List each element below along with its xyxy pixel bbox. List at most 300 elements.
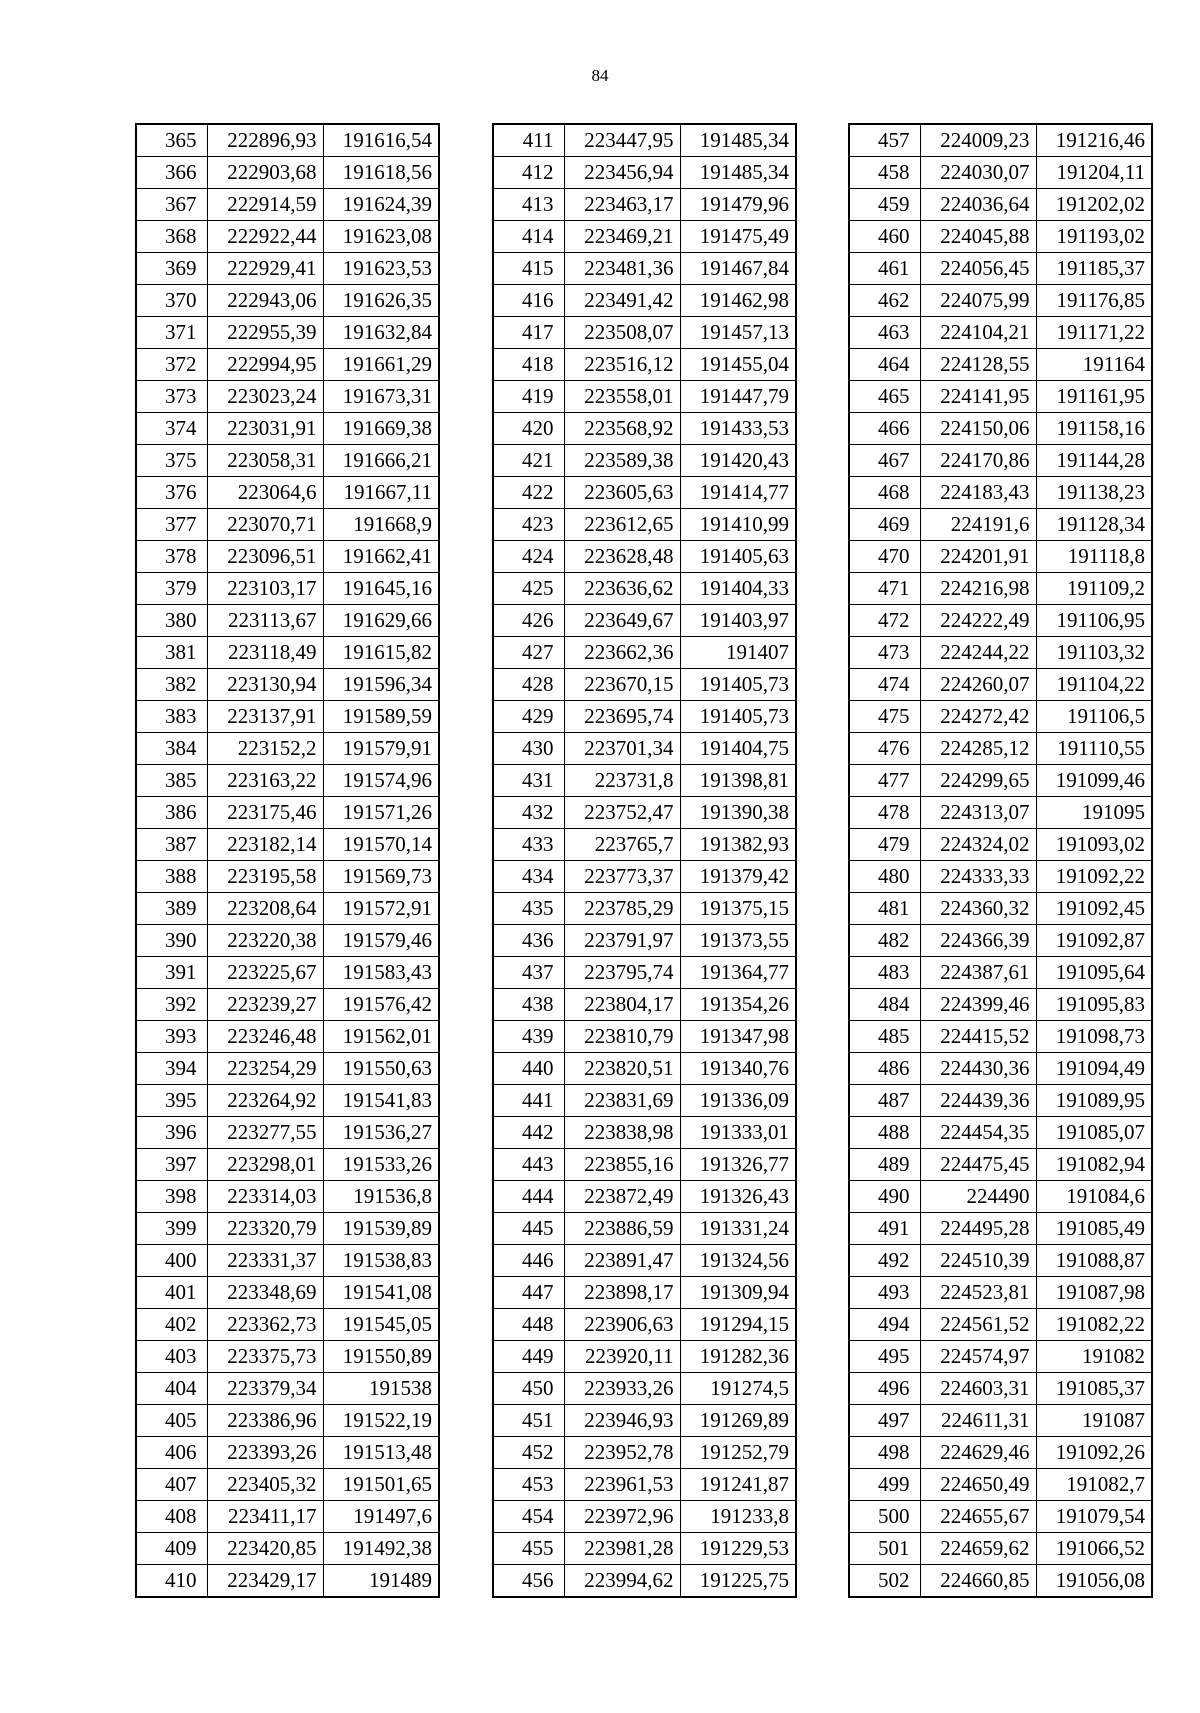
point-number-cell: 434 bbox=[493, 861, 564, 893]
x-coordinate-cell: 223463,17 bbox=[564, 189, 680, 221]
y-coordinate-cell: 191161,95 bbox=[1036, 381, 1152, 413]
table-row bbox=[136, 317, 439, 349]
table-row bbox=[136, 1277, 439, 1309]
point-number-cell: 481 bbox=[849, 893, 920, 925]
table-row bbox=[493, 381, 796, 413]
table-row bbox=[493, 989, 796, 1021]
y-coordinate-cell: 191204,11 bbox=[1036, 157, 1152, 189]
x-coordinate-cell: 224430,36 bbox=[920, 1053, 1036, 1085]
point-number-cell: 384 bbox=[136, 733, 207, 765]
point-number-cell: 501 bbox=[849, 1533, 920, 1565]
x-coordinate-cell: 222903,68 bbox=[207, 157, 323, 189]
y-coordinate-cell: 191098,73 bbox=[1036, 1021, 1152, 1053]
point-number-cell: 453 bbox=[493, 1469, 564, 1501]
table-row bbox=[849, 1245, 1152, 1277]
x-coordinate-cell: 223785,29 bbox=[564, 893, 680, 925]
x-coordinate-cell: 224299,65 bbox=[920, 765, 1036, 797]
point-number-cell: 417 bbox=[493, 317, 564, 349]
y-coordinate-cell: 191106,5 bbox=[1036, 701, 1152, 733]
coordinate-table-1 bbox=[135, 123, 440, 1598]
x-coordinate-cell: 223831,69 bbox=[564, 1085, 680, 1117]
point-number-cell: 497 bbox=[849, 1405, 920, 1437]
point-number-cell: 473 bbox=[849, 637, 920, 669]
table-row bbox=[493, 733, 796, 765]
point-number-cell: 376 bbox=[136, 477, 207, 509]
table-row bbox=[849, 221, 1152, 253]
table-row bbox=[136, 541, 439, 573]
x-coordinate-cell: 223765,7 bbox=[564, 829, 680, 861]
x-coordinate-cell: 224285,12 bbox=[920, 733, 1036, 765]
x-coordinate-cell: 223175,46 bbox=[207, 797, 323, 829]
point-number-cell: 443 bbox=[493, 1149, 564, 1181]
x-coordinate-cell: 223246,48 bbox=[207, 1021, 323, 1053]
x-coordinate-cell: 224387,61 bbox=[920, 957, 1036, 989]
table-row bbox=[136, 1533, 439, 1565]
table-row bbox=[136, 765, 439, 797]
point-number-cell: 436 bbox=[493, 925, 564, 957]
point-number-cell: 420 bbox=[493, 413, 564, 445]
y-coordinate-cell: 191629,66 bbox=[323, 605, 439, 637]
table-row bbox=[136, 1437, 439, 1469]
y-coordinate-cell: 191596,34 bbox=[323, 669, 439, 701]
table-row bbox=[849, 1181, 1152, 1213]
table-row bbox=[493, 925, 796, 957]
table-row bbox=[849, 1373, 1152, 1405]
table-row bbox=[493, 1565, 796, 1598]
x-coordinate-cell: 224313,07 bbox=[920, 797, 1036, 829]
table-row bbox=[493, 1341, 796, 1373]
point-number-cell: 408 bbox=[136, 1501, 207, 1533]
x-coordinate-cell: 224216,98 bbox=[920, 573, 1036, 605]
x-coordinate-cell: 223420,85 bbox=[207, 1533, 323, 1565]
point-number-cell: 460 bbox=[849, 221, 920, 253]
point-number-cell: 489 bbox=[849, 1149, 920, 1181]
y-coordinate-cell: 191082,94 bbox=[1036, 1149, 1152, 1181]
point-number-cell: 464 bbox=[849, 349, 920, 381]
x-coordinate-cell: 223113,67 bbox=[207, 605, 323, 637]
x-coordinate-cell: 224150,06 bbox=[920, 413, 1036, 445]
point-number-cell: 391 bbox=[136, 957, 207, 989]
x-coordinate-cell: 223264,92 bbox=[207, 1085, 323, 1117]
table-row bbox=[849, 349, 1152, 381]
x-coordinate-cell: 223456,94 bbox=[564, 157, 680, 189]
table-row bbox=[136, 1149, 439, 1181]
table-row bbox=[136, 189, 439, 221]
table-row bbox=[493, 189, 796, 221]
x-coordinate-cell: 223568,92 bbox=[564, 413, 680, 445]
y-coordinate-cell: 191164 bbox=[1036, 349, 1152, 381]
table-row bbox=[493, 957, 796, 989]
y-coordinate-cell: 191158,16 bbox=[1036, 413, 1152, 445]
y-coordinate-cell: 191294,15 bbox=[680, 1309, 796, 1341]
y-coordinate-cell: 191398,81 bbox=[680, 765, 796, 797]
table-row bbox=[136, 285, 439, 317]
table-row bbox=[493, 1533, 796, 1565]
point-number-cell: 445 bbox=[493, 1213, 564, 1245]
x-coordinate-cell: 224366,39 bbox=[920, 925, 1036, 957]
y-coordinate-cell: 191615,82 bbox=[323, 637, 439, 669]
table-row bbox=[493, 1309, 796, 1341]
point-number-cell: 404 bbox=[136, 1373, 207, 1405]
y-coordinate-cell: 191550,63 bbox=[323, 1053, 439, 1085]
point-number-cell: 419 bbox=[493, 381, 564, 413]
y-coordinate-cell: 191340,76 bbox=[680, 1053, 796, 1085]
table-row bbox=[136, 1309, 439, 1341]
x-coordinate-cell: 224030,07 bbox=[920, 157, 1036, 189]
table-row bbox=[849, 1437, 1152, 1469]
table-row bbox=[849, 1053, 1152, 1085]
table-row bbox=[136, 1021, 439, 1053]
point-number-cell: 432 bbox=[493, 797, 564, 829]
x-coordinate-cell: 223695,74 bbox=[564, 701, 680, 733]
x-coordinate-cell: 224561,52 bbox=[920, 1309, 1036, 1341]
point-number-cell: 407 bbox=[136, 1469, 207, 1501]
y-coordinate-cell: 191085,07 bbox=[1036, 1117, 1152, 1149]
y-coordinate-cell: 191095,64 bbox=[1036, 957, 1152, 989]
point-number-cell: 469 bbox=[849, 509, 920, 541]
y-coordinate-cell: 191066,52 bbox=[1036, 1533, 1152, 1565]
table-row bbox=[136, 445, 439, 477]
y-coordinate-cell: 191087,98 bbox=[1036, 1277, 1152, 1309]
y-coordinate-cell: 191079,54 bbox=[1036, 1501, 1152, 1533]
table-row bbox=[136, 1565, 439, 1598]
y-coordinate-cell: 191176,85 bbox=[1036, 285, 1152, 317]
table-row bbox=[849, 157, 1152, 189]
table-row bbox=[136, 1501, 439, 1533]
y-coordinate-cell: 191404,75 bbox=[680, 733, 796, 765]
x-coordinate-cell: 223636,62 bbox=[564, 573, 680, 605]
point-number-cell: 399 bbox=[136, 1213, 207, 1245]
y-coordinate-cell: 191467,84 bbox=[680, 253, 796, 285]
x-coordinate-cell: 223961,53 bbox=[564, 1469, 680, 1501]
table-row bbox=[849, 1469, 1152, 1501]
y-coordinate-cell: 191407 bbox=[680, 637, 796, 669]
point-number-cell: 494 bbox=[849, 1309, 920, 1341]
point-number-cell: 498 bbox=[849, 1437, 920, 1469]
x-coordinate-cell: 223981,28 bbox=[564, 1533, 680, 1565]
x-coordinate-cell: 224603,31 bbox=[920, 1373, 1036, 1405]
table-row bbox=[493, 285, 796, 317]
table-row bbox=[849, 701, 1152, 733]
x-coordinate-cell: 224399,46 bbox=[920, 989, 1036, 1021]
table-row bbox=[136, 797, 439, 829]
x-coordinate-cell: 223972,96 bbox=[564, 1501, 680, 1533]
y-coordinate-cell: 191354,26 bbox=[680, 989, 796, 1021]
point-number-cell: 427 bbox=[493, 637, 564, 669]
table-row bbox=[493, 1373, 796, 1405]
x-coordinate-cell: 224495,28 bbox=[920, 1213, 1036, 1245]
point-number-cell: 414 bbox=[493, 221, 564, 253]
point-number-cell: 463 bbox=[849, 317, 920, 349]
point-number-cell: 425 bbox=[493, 573, 564, 605]
y-coordinate-cell: 191082,7 bbox=[1036, 1469, 1152, 1501]
table-row bbox=[849, 1117, 1152, 1149]
y-coordinate-cell: 191082 bbox=[1036, 1341, 1152, 1373]
y-coordinate-cell: 191618,56 bbox=[323, 157, 439, 189]
table-row bbox=[849, 1309, 1152, 1341]
x-coordinate-cell: 223891,47 bbox=[564, 1245, 680, 1277]
table-row bbox=[493, 413, 796, 445]
table-row bbox=[493, 317, 796, 349]
y-coordinate-cell: 191579,91 bbox=[323, 733, 439, 765]
point-number-cell: 454 bbox=[493, 1501, 564, 1533]
table-row bbox=[849, 573, 1152, 605]
table-row bbox=[849, 1565, 1152, 1598]
point-number-cell: 448 bbox=[493, 1309, 564, 1341]
table-row bbox=[136, 733, 439, 765]
point-number-cell: 412 bbox=[493, 157, 564, 189]
table-row bbox=[136, 925, 439, 957]
x-coordinate-cell: 223314,03 bbox=[207, 1181, 323, 1213]
x-coordinate-cell: 224244,22 bbox=[920, 637, 1036, 669]
point-number-cell: 422 bbox=[493, 477, 564, 509]
y-coordinate-cell: 191095,83 bbox=[1036, 989, 1152, 1021]
point-number-cell: 483 bbox=[849, 957, 920, 989]
x-coordinate-cell: 223810,79 bbox=[564, 1021, 680, 1053]
page-number: 84 bbox=[591, 66, 609, 85]
point-number-cell: 397 bbox=[136, 1149, 207, 1181]
x-coordinate-cell: 223481,36 bbox=[564, 253, 680, 285]
table-row bbox=[136, 349, 439, 381]
x-coordinate-cell: 223031,91 bbox=[207, 413, 323, 445]
y-coordinate-cell: 191104,22 bbox=[1036, 669, 1152, 701]
x-coordinate-cell: 223103,17 bbox=[207, 573, 323, 605]
point-number-cell: 468 bbox=[849, 477, 920, 509]
table-row bbox=[849, 1405, 1152, 1437]
point-number-cell: 444 bbox=[493, 1181, 564, 1213]
point-number-cell: 411 bbox=[493, 124, 564, 157]
table-row bbox=[849, 957, 1152, 989]
point-number-cell: 500 bbox=[849, 1501, 920, 1533]
point-number-cell: 415 bbox=[493, 253, 564, 285]
x-coordinate-cell: 223508,07 bbox=[564, 317, 680, 349]
y-coordinate-cell: 191632,84 bbox=[323, 317, 439, 349]
x-coordinate-cell: 223320,79 bbox=[207, 1213, 323, 1245]
x-coordinate-cell: 223096,51 bbox=[207, 541, 323, 573]
table-row bbox=[493, 1053, 796, 1085]
y-coordinate-cell: 191667,11 bbox=[323, 477, 439, 509]
point-number-cell: 458 bbox=[849, 157, 920, 189]
x-coordinate-cell: 223558,01 bbox=[564, 381, 680, 413]
y-coordinate-cell: 191455,04 bbox=[680, 349, 796, 381]
table-row bbox=[849, 1021, 1152, 1053]
table-row bbox=[493, 1405, 796, 1437]
x-coordinate-cell: 223795,74 bbox=[564, 957, 680, 989]
y-coordinate-cell: 191405,73 bbox=[680, 701, 796, 733]
x-coordinate-cell: 224170,86 bbox=[920, 445, 1036, 477]
y-coordinate-cell: 191331,24 bbox=[680, 1213, 796, 1245]
y-coordinate-cell: 191570,14 bbox=[323, 829, 439, 861]
y-coordinate-cell: 191336,09 bbox=[680, 1085, 796, 1117]
y-coordinate-cell: 191485,34 bbox=[680, 124, 796, 157]
point-number-cell: 456 bbox=[493, 1565, 564, 1598]
y-coordinate-cell: 191056,08 bbox=[1036, 1565, 1152, 1598]
y-coordinate-cell: 191089,95 bbox=[1036, 1085, 1152, 1117]
coordinate-table-3 bbox=[848, 123, 1153, 1598]
table-row bbox=[493, 1501, 796, 1533]
table-row bbox=[493, 221, 796, 253]
y-coordinate-cell: 191501,65 bbox=[323, 1469, 439, 1501]
y-coordinate-cell: 191144,28 bbox=[1036, 445, 1152, 477]
x-coordinate-cell: 223589,38 bbox=[564, 445, 680, 477]
x-coordinate-cell: 223701,34 bbox=[564, 733, 680, 765]
table-row bbox=[136, 989, 439, 1021]
table-row bbox=[849, 541, 1152, 573]
x-coordinate-cell: 223182,14 bbox=[207, 829, 323, 861]
point-number-cell: 378 bbox=[136, 541, 207, 573]
table-row bbox=[849, 893, 1152, 925]
x-coordinate-cell: 224141,95 bbox=[920, 381, 1036, 413]
table-row bbox=[849, 285, 1152, 317]
x-coordinate-cell: 223612,65 bbox=[564, 509, 680, 541]
point-number-cell: 379 bbox=[136, 573, 207, 605]
point-number-cell: 413 bbox=[493, 189, 564, 221]
y-coordinate-cell: 191088,87 bbox=[1036, 1245, 1152, 1277]
point-number-cell: 406 bbox=[136, 1437, 207, 1469]
table-row bbox=[849, 637, 1152, 669]
x-coordinate-cell: 223838,98 bbox=[564, 1117, 680, 1149]
point-number-cell: 475 bbox=[849, 701, 920, 733]
y-coordinate-cell: 191626,35 bbox=[323, 285, 439, 317]
x-coordinate-cell: 223886,59 bbox=[564, 1213, 680, 1245]
table-row bbox=[849, 189, 1152, 221]
point-number-cell: 401 bbox=[136, 1277, 207, 1309]
table-row bbox=[493, 1117, 796, 1149]
point-number-cell: 374 bbox=[136, 413, 207, 445]
y-coordinate-cell: 191252,79 bbox=[680, 1437, 796, 1469]
point-number-cell: 377 bbox=[136, 509, 207, 541]
point-number-cell: 455 bbox=[493, 1533, 564, 1565]
point-number-cell: 386 bbox=[136, 797, 207, 829]
point-number-cell: 385 bbox=[136, 765, 207, 797]
y-coordinate-cell: 191241,87 bbox=[680, 1469, 796, 1501]
y-coordinate-cell: 191541,83 bbox=[323, 1085, 439, 1117]
point-number-cell: 380 bbox=[136, 605, 207, 637]
point-number-cell: 373 bbox=[136, 381, 207, 413]
x-coordinate-cell: 223804,17 bbox=[564, 989, 680, 1021]
point-number-cell: 370 bbox=[136, 285, 207, 317]
y-coordinate-cell: 191447,79 bbox=[680, 381, 796, 413]
y-coordinate-cell: 191562,01 bbox=[323, 1021, 439, 1053]
y-coordinate-cell: 191404,33 bbox=[680, 573, 796, 605]
point-number-cell: 493 bbox=[849, 1277, 920, 1309]
table-row bbox=[136, 1469, 439, 1501]
y-coordinate-cell: 191433,53 bbox=[680, 413, 796, 445]
point-number-cell: 461 bbox=[849, 253, 920, 285]
x-coordinate-cell: 224036,64 bbox=[920, 189, 1036, 221]
table-row bbox=[849, 317, 1152, 349]
y-coordinate-cell: 191193,02 bbox=[1036, 221, 1152, 253]
point-number-cell: 478 bbox=[849, 797, 920, 829]
point-number-cell: 488 bbox=[849, 1117, 920, 1149]
y-coordinate-cell: 191661,29 bbox=[323, 349, 439, 381]
table-row bbox=[493, 477, 796, 509]
point-number-cell: 465 bbox=[849, 381, 920, 413]
y-coordinate-cell: 191347,98 bbox=[680, 1021, 796, 1053]
point-number-cell: 372 bbox=[136, 349, 207, 381]
y-coordinate-cell: 191082,22 bbox=[1036, 1309, 1152, 1341]
table-row bbox=[493, 1469, 796, 1501]
table-row bbox=[493, 157, 796, 189]
y-coordinate-cell: 191513,48 bbox=[323, 1437, 439, 1469]
y-coordinate-cell: 191536,27 bbox=[323, 1117, 439, 1149]
table-row bbox=[493, 797, 796, 829]
point-number-cell: 479 bbox=[849, 829, 920, 861]
point-number-cell: 428 bbox=[493, 669, 564, 701]
point-number-cell: 395 bbox=[136, 1085, 207, 1117]
point-number-cell: 388 bbox=[136, 861, 207, 893]
x-coordinate-cell: 224183,43 bbox=[920, 477, 1036, 509]
y-coordinate-cell: 191489 bbox=[323, 1565, 439, 1598]
point-number-cell: 421 bbox=[493, 445, 564, 477]
x-coordinate-cell: 223195,58 bbox=[207, 861, 323, 893]
point-number-cell: 369 bbox=[136, 253, 207, 285]
point-number-cell: 393 bbox=[136, 1021, 207, 1053]
point-number-cell: 485 bbox=[849, 1021, 920, 1053]
table-row bbox=[136, 1085, 439, 1117]
point-number-cell: 382 bbox=[136, 669, 207, 701]
y-coordinate-cell: 191522,19 bbox=[323, 1405, 439, 1437]
x-coordinate-cell: 223628,48 bbox=[564, 541, 680, 573]
table-row bbox=[136, 157, 439, 189]
y-coordinate-cell: 191574,96 bbox=[323, 765, 439, 797]
table-row bbox=[493, 1085, 796, 1117]
x-coordinate-cell: 224629,46 bbox=[920, 1437, 1036, 1469]
table-row bbox=[493, 637, 796, 669]
point-number-cell: 490 bbox=[849, 1181, 920, 1213]
point-number-cell: 409 bbox=[136, 1533, 207, 1565]
x-coordinate-cell: 223898,17 bbox=[564, 1277, 680, 1309]
y-coordinate-cell: 191457,13 bbox=[680, 317, 796, 349]
x-coordinate-cell: 224574,97 bbox=[920, 1341, 1036, 1373]
y-coordinate-cell: 191282,36 bbox=[680, 1341, 796, 1373]
y-coordinate-cell: 191492,38 bbox=[323, 1533, 439, 1565]
y-coordinate-cell: 191095 bbox=[1036, 797, 1152, 829]
point-number-cell: 457 bbox=[849, 124, 920, 157]
table-row bbox=[493, 445, 796, 477]
point-number-cell: 381 bbox=[136, 637, 207, 669]
y-coordinate-cell: 191269,89 bbox=[680, 1405, 796, 1437]
y-coordinate-cell: 191333,01 bbox=[680, 1117, 796, 1149]
table-row bbox=[849, 669, 1152, 701]
y-coordinate-cell: 191087 bbox=[1036, 1405, 1152, 1437]
y-coordinate-cell: 191624,39 bbox=[323, 189, 439, 221]
point-number-cell: 496 bbox=[849, 1373, 920, 1405]
point-number-cell: 426 bbox=[493, 605, 564, 637]
x-coordinate-cell: 224439,36 bbox=[920, 1085, 1036, 1117]
point-number-cell: 416 bbox=[493, 285, 564, 317]
table-row bbox=[849, 765, 1152, 797]
x-coordinate-cell: 223994,62 bbox=[564, 1565, 680, 1598]
table-row bbox=[136, 1053, 439, 1085]
point-number-cell: 441 bbox=[493, 1085, 564, 1117]
point-number-cell: 410 bbox=[136, 1565, 207, 1598]
point-number-cell: 366 bbox=[136, 157, 207, 189]
x-coordinate-cell: 224191,6 bbox=[920, 509, 1036, 541]
y-coordinate-cell: 191092,87 bbox=[1036, 925, 1152, 957]
y-coordinate-cell: 191579,46 bbox=[323, 925, 439, 957]
x-coordinate-cell: 223731,8 bbox=[564, 765, 680, 797]
x-coordinate-cell: 223791,97 bbox=[564, 925, 680, 957]
x-coordinate-cell: 223920,11 bbox=[564, 1341, 680, 1373]
x-coordinate-cell: 223773,37 bbox=[564, 861, 680, 893]
table-row bbox=[136, 957, 439, 989]
x-coordinate-cell: 222929,41 bbox=[207, 253, 323, 285]
point-number-cell: 392 bbox=[136, 989, 207, 1021]
y-coordinate-cell: 191225,75 bbox=[680, 1565, 796, 1598]
table-row bbox=[493, 124, 796, 157]
point-number-cell: 442 bbox=[493, 1117, 564, 1149]
